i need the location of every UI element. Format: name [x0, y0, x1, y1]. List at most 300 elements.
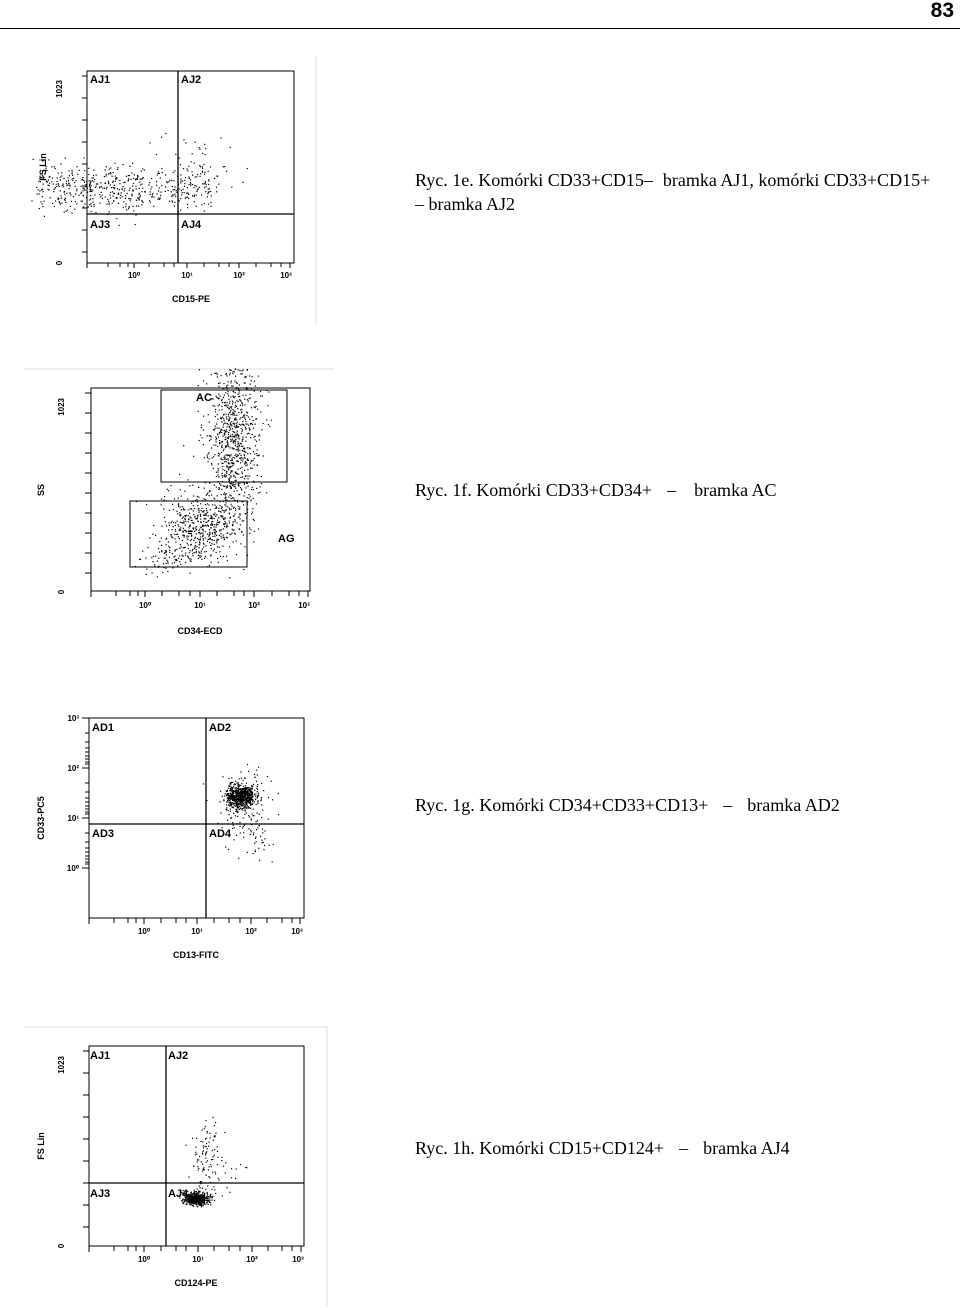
event-dot — [141, 171, 142, 172]
event-dot — [164, 496, 165, 497]
event-dot — [202, 536, 203, 537]
event-dot — [246, 415, 247, 416]
event-dot — [237, 812, 238, 813]
event-dot — [259, 860, 260, 861]
event-dot — [172, 504, 173, 505]
event-dot — [220, 382, 221, 383]
event-dot — [138, 176, 139, 177]
event-dot — [267, 405, 268, 406]
event-dot — [99, 187, 100, 188]
event-dot — [172, 195, 173, 196]
event-dot — [217, 520, 218, 521]
event-dot — [202, 1199, 203, 1200]
event-dot — [214, 1125, 215, 1126]
event-dot — [216, 373, 217, 374]
event-dot — [195, 542, 196, 543]
event-dot — [56, 184, 57, 185]
event-dot — [198, 1196, 199, 1197]
event-dot — [256, 503, 257, 504]
event-dot — [228, 395, 229, 396]
event-dot — [188, 1195, 189, 1196]
event-dot — [150, 194, 151, 195]
event-dot — [221, 508, 222, 509]
event-dot — [83, 195, 84, 196]
event-dot — [232, 401, 233, 402]
event-dot — [197, 1195, 198, 1196]
event-dot — [241, 802, 242, 803]
event-dot — [48, 185, 49, 186]
event-dot — [199, 176, 200, 177]
event-dot — [65, 158, 66, 159]
event-dot — [146, 569, 147, 570]
event-dot — [175, 522, 176, 523]
event-dot — [210, 166, 211, 167]
event-dot — [217, 414, 218, 415]
event-dot — [215, 439, 216, 440]
event-dot — [181, 509, 182, 510]
event-dot — [166, 560, 167, 561]
event-dot — [251, 824, 252, 825]
event-dot — [95, 187, 96, 188]
event-dot — [256, 841, 257, 842]
event-dot — [234, 420, 235, 421]
event-dot — [210, 490, 211, 491]
event-dot — [192, 153, 193, 154]
event-dot — [214, 536, 215, 537]
event-dot — [268, 424, 269, 425]
event-dot — [241, 532, 242, 533]
event-dot — [238, 435, 239, 436]
event-dot — [202, 508, 203, 509]
event-dot — [243, 800, 244, 801]
event-dot — [183, 528, 184, 529]
event-dot — [72, 180, 73, 181]
event-dot — [248, 433, 249, 434]
event-dot — [134, 174, 135, 175]
event-dot — [257, 801, 258, 802]
event-dot — [33, 159, 34, 160]
event-dot — [189, 558, 190, 559]
event-dot — [247, 458, 248, 459]
event-dot — [218, 1180, 219, 1181]
event-dot — [253, 420, 254, 421]
event-dot — [254, 790, 255, 791]
event-dot — [227, 391, 228, 392]
event-dot — [200, 536, 201, 537]
event-dot — [235, 454, 236, 455]
event-dot — [244, 478, 245, 479]
event-dot — [196, 546, 197, 547]
event-dot — [223, 418, 224, 419]
event-dot — [99, 203, 100, 204]
event-dot — [255, 439, 256, 440]
event-dot — [246, 1167, 247, 1168]
event-dot — [247, 555, 248, 556]
event-dot — [200, 166, 201, 167]
event-dot — [222, 463, 223, 464]
flow-plot-1h — [24, 1026, 330, 1306]
event-dot — [235, 486, 236, 487]
event-dot — [230, 147, 231, 148]
event-dot — [233, 803, 234, 804]
event-dot — [212, 504, 213, 505]
event-dot — [226, 418, 227, 419]
event-dot — [214, 454, 215, 455]
header-rule — [0, 28, 960, 29]
event-dot — [187, 170, 188, 171]
event-dot — [161, 504, 162, 505]
event-dot — [123, 207, 124, 208]
event-dot — [242, 424, 243, 425]
event-dot — [254, 407, 255, 408]
event-dot — [211, 521, 212, 522]
event-dot — [176, 560, 177, 561]
event-dot — [253, 853, 254, 854]
event-dot — [236, 449, 237, 450]
event-dot — [249, 807, 250, 808]
event-dot — [197, 191, 198, 192]
event-dot — [244, 484, 245, 485]
event-dot — [208, 461, 209, 462]
event-dot — [255, 401, 256, 402]
event-dot — [205, 1189, 206, 1190]
event-dot — [231, 488, 232, 489]
event-dot — [195, 500, 196, 501]
event-dot — [189, 552, 190, 553]
caption-text: bramka AC — [694, 480, 777, 500]
event-dot — [221, 489, 222, 490]
event-dot — [223, 799, 224, 800]
event-dot — [231, 533, 232, 534]
event-dot — [166, 500, 167, 501]
event-dot — [151, 196, 152, 197]
event-dot — [236, 540, 237, 541]
event-dot — [238, 799, 239, 800]
event-dot — [201, 1194, 202, 1195]
event-dot — [208, 520, 209, 521]
event-dot — [254, 520, 255, 521]
event-dot — [231, 454, 232, 455]
event-dot — [197, 1189, 198, 1190]
event-dot — [194, 538, 195, 539]
event-dot — [66, 181, 67, 182]
event-dot — [252, 416, 253, 417]
event-dot — [203, 1197, 204, 1198]
event-dot — [247, 453, 248, 454]
event-dot — [123, 182, 124, 183]
event-dot — [213, 1140, 214, 1141]
event-dot — [235, 436, 236, 437]
event-dot — [106, 174, 107, 175]
event-dot — [153, 561, 154, 562]
caption-1e — [415, 168, 930, 216]
event-dot — [248, 494, 249, 495]
event-dot — [186, 515, 187, 516]
event-dot — [203, 525, 204, 526]
event-dot — [244, 808, 245, 809]
event-dot — [165, 552, 166, 553]
event-dot — [238, 806, 239, 807]
event-dot — [216, 541, 217, 542]
event-dot — [217, 1146, 218, 1147]
event-dot — [91, 211, 92, 212]
event-dot — [251, 831, 252, 832]
event-dot — [221, 536, 222, 537]
event-dot — [212, 518, 213, 519]
event-dot — [213, 445, 214, 446]
event-dot — [242, 789, 243, 790]
event-dot — [60, 179, 61, 180]
event-dot — [228, 497, 229, 498]
event-dot — [191, 1199, 192, 1200]
event-dot — [192, 522, 193, 523]
event-dot — [229, 412, 230, 413]
event-dot — [242, 520, 243, 521]
event-dot — [248, 815, 249, 816]
event-dot — [209, 435, 210, 436]
event-dot — [82, 187, 83, 188]
x-axis-label: CD13-FITC — [172, 950, 220, 960]
event-dot — [188, 527, 189, 528]
event-dot — [235, 369, 236, 370]
event-dot — [235, 402, 236, 403]
event-dot — [219, 535, 220, 536]
event-dot — [204, 1194, 205, 1195]
event-dot — [204, 518, 205, 519]
event-dot — [224, 539, 225, 540]
event-dot — [93, 202, 94, 203]
event-dot — [218, 539, 219, 540]
event-dot — [126, 209, 127, 210]
event-dot — [215, 416, 216, 417]
event-dot — [153, 525, 154, 526]
event-dot — [236, 1169, 237, 1170]
event-dot — [149, 200, 150, 201]
event-dot — [229, 463, 230, 464]
event-dot — [182, 192, 183, 193]
event-dot — [188, 515, 189, 516]
event-dot — [223, 535, 224, 536]
event-dot — [199, 557, 200, 558]
event-dot — [212, 1159, 213, 1160]
event-dot — [224, 434, 225, 435]
event-dot — [245, 805, 246, 806]
event-dot — [198, 521, 199, 522]
event-dot — [227, 533, 228, 534]
event-dot — [252, 512, 253, 513]
event-dot — [52, 177, 53, 178]
event-dot — [179, 561, 180, 562]
event-dot — [187, 204, 188, 205]
event-dot — [224, 474, 225, 475]
event-dot — [229, 427, 230, 428]
event-dot — [70, 206, 71, 207]
event-dot — [191, 520, 192, 521]
event-dot — [132, 185, 133, 186]
event-dot — [204, 515, 205, 516]
event-dot — [252, 792, 253, 793]
event-dot — [226, 446, 227, 447]
event-dot — [224, 510, 225, 511]
event-dot — [190, 533, 191, 534]
event-dot — [232, 403, 233, 404]
event-dot — [229, 419, 230, 420]
event-dot — [260, 836, 261, 837]
event-dot — [239, 424, 240, 425]
event-dot — [218, 394, 219, 395]
event-dot — [224, 461, 225, 462]
event-dot — [229, 546, 230, 547]
event-dot — [174, 170, 175, 171]
event-dot — [208, 453, 209, 454]
event-dot — [89, 204, 90, 205]
event-dot — [181, 190, 182, 191]
event-dot — [249, 375, 250, 376]
event-dot — [230, 802, 231, 803]
event-dot — [268, 819, 269, 820]
event-dot — [221, 537, 222, 538]
event-dot — [194, 552, 195, 553]
event-dot — [44, 216, 45, 217]
event-dot — [224, 166, 225, 167]
event-dot — [86, 181, 87, 182]
event-dot — [140, 184, 141, 185]
event-dot — [245, 427, 246, 428]
event-dot — [193, 527, 194, 528]
event-dot — [220, 516, 221, 517]
event-dot — [235, 806, 236, 807]
event-dot — [256, 829, 257, 830]
event-dot — [158, 171, 159, 172]
event-dot — [229, 805, 230, 806]
event-dot — [198, 411, 199, 412]
event-dot — [88, 174, 89, 175]
event-dot — [226, 537, 227, 538]
event-dot — [175, 196, 176, 197]
event-dot — [238, 506, 239, 507]
event-dot — [75, 201, 76, 202]
event-dot — [243, 786, 244, 787]
event-dot — [210, 554, 211, 555]
event-dot — [104, 169, 105, 170]
event-dot — [256, 441, 257, 442]
event-dot — [228, 381, 229, 382]
event-dot — [136, 205, 137, 206]
event-dot — [247, 168, 248, 169]
event-dot — [206, 1202, 207, 1203]
event-dot — [63, 186, 64, 187]
event-dot — [243, 436, 244, 437]
event-dot — [244, 404, 245, 405]
event-dot — [208, 525, 209, 526]
event-dot — [182, 535, 183, 536]
event-dot — [223, 383, 224, 384]
event-dot — [193, 514, 194, 515]
event-dot — [234, 432, 235, 433]
event-dot — [208, 504, 209, 505]
event-dot — [191, 1202, 192, 1203]
event-dot — [229, 485, 230, 486]
event-dot — [89, 191, 90, 192]
event-dot — [219, 440, 220, 441]
event-dot — [192, 485, 193, 486]
event-dot — [242, 808, 243, 809]
event-dot — [236, 382, 237, 383]
event-dot — [188, 166, 189, 167]
event-dot — [246, 783, 247, 784]
event-dot — [200, 1196, 201, 1197]
event-dot — [133, 183, 134, 184]
event-dot — [165, 174, 166, 175]
event-dot — [139, 182, 140, 183]
event-dot — [207, 1200, 208, 1201]
event-dot — [254, 843, 255, 844]
event-dot — [250, 791, 251, 792]
event-dot — [233, 515, 234, 516]
event-dot — [200, 516, 201, 517]
event-dot — [195, 537, 196, 538]
event-dot — [233, 475, 234, 476]
event-dot — [262, 396, 263, 397]
event-dot — [231, 777, 232, 778]
event-dot — [240, 401, 241, 402]
event-dot — [273, 844, 274, 845]
event-dot — [180, 198, 181, 199]
event-dot — [253, 809, 254, 810]
event-dot — [189, 485, 190, 486]
event-dot — [255, 436, 256, 437]
event-dot — [219, 487, 220, 488]
event-dot — [186, 536, 187, 537]
event-dot — [224, 492, 225, 493]
event-dot — [179, 555, 180, 556]
event-dot — [85, 184, 86, 185]
event-dot — [223, 424, 224, 425]
event-dot — [257, 455, 258, 456]
event-dot — [204, 510, 205, 511]
event-dot — [236, 423, 237, 424]
event-dot — [237, 438, 238, 439]
event-dot — [232, 828, 233, 829]
event-dot — [219, 433, 220, 434]
event-dot — [232, 782, 233, 783]
event-dot — [225, 522, 226, 523]
event-dot — [204, 1199, 205, 1200]
event-dot — [141, 184, 142, 185]
event-dot — [229, 456, 230, 457]
event-dot — [197, 505, 198, 506]
event-dot — [167, 571, 168, 572]
event-dot — [244, 399, 245, 400]
event-dot — [204, 1193, 205, 1194]
event-dot — [235, 376, 236, 377]
event-dot — [174, 562, 175, 563]
event-dot — [174, 205, 175, 206]
event-dot — [200, 1199, 201, 1200]
event-dot — [165, 133, 166, 134]
event-dot — [65, 198, 66, 199]
event-dot — [224, 456, 225, 457]
event-dot — [173, 526, 174, 527]
event-dot — [199, 552, 200, 553]
event-dot — [198, 510, 199, 511]
event-dot — [180, 515, 181, 516]
event-dot — [229, 374, 230, 375]
event-dot — [214, 524, 215, 525]
event-dot — [179, 515, 180, 516]
event-dot — [216, 486, 217, 487]
event-dot — [223, 485, 224, 486]
